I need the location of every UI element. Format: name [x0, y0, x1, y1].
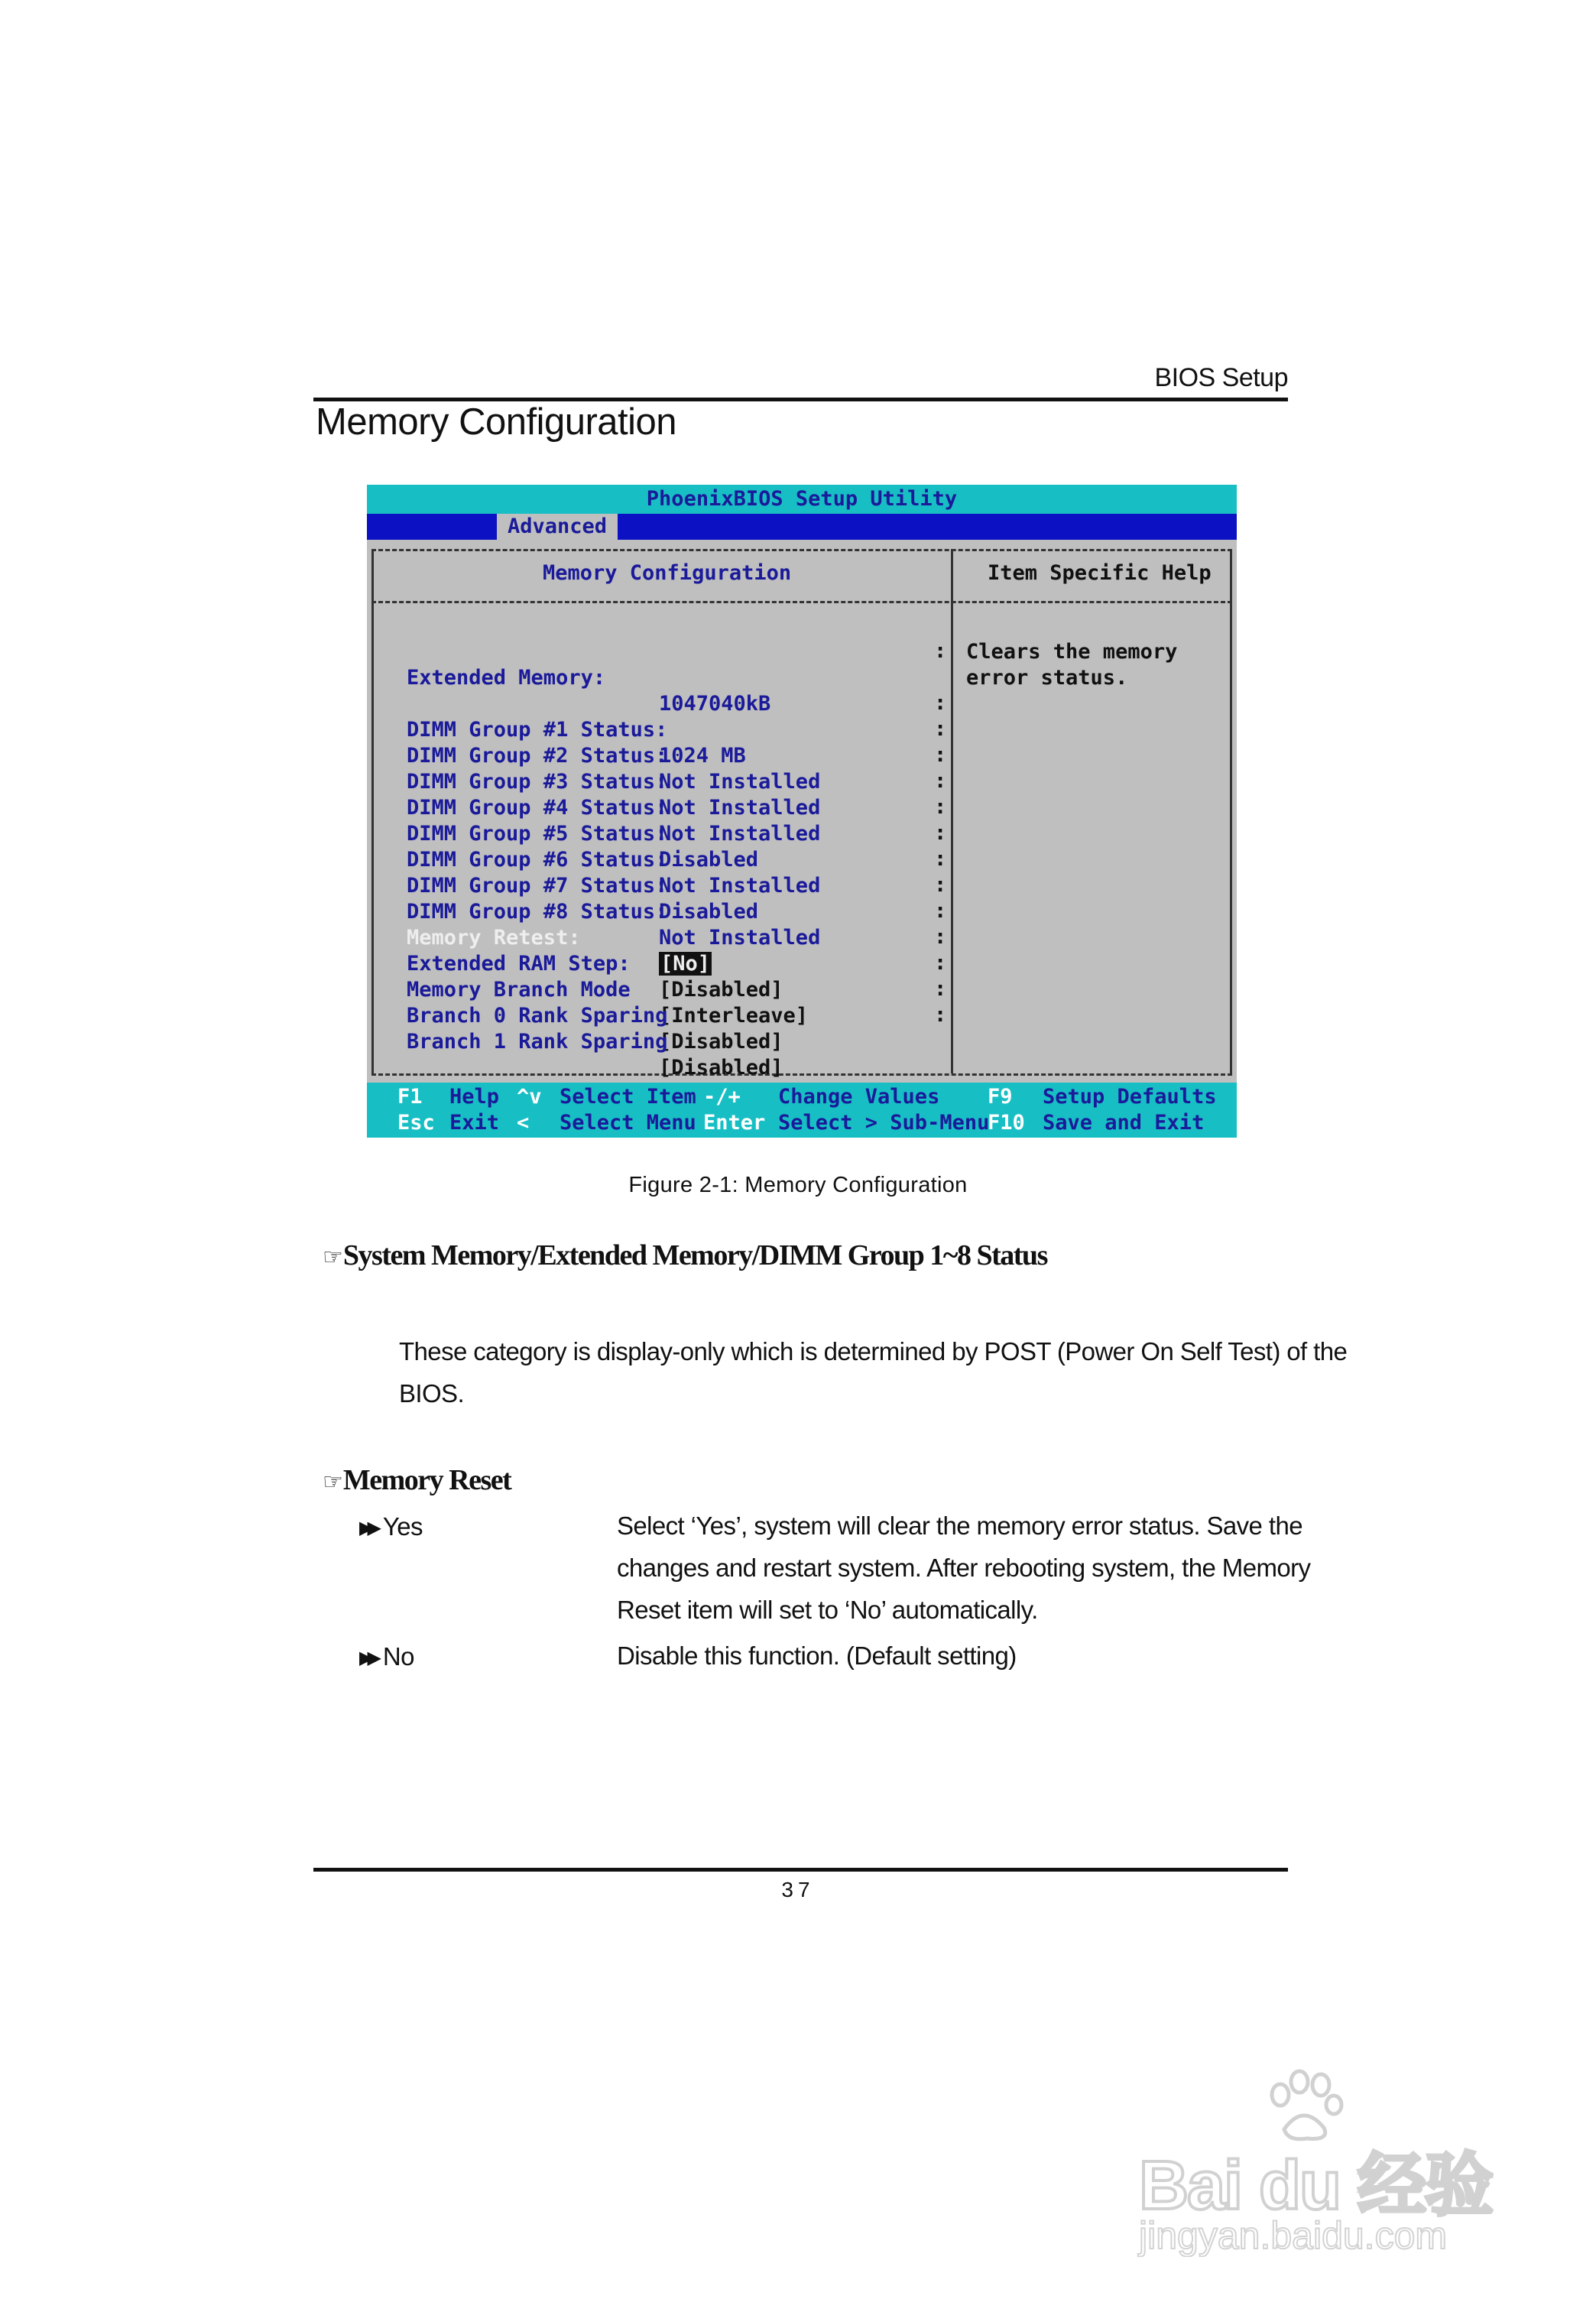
watermark-brand-text: Bai du	[1139, 2148, 1341, 2224]
row-value[interactable]: [Interleave]	[659, 1004, 809, 1028]
option-name: Yes	[382, 1512, 423, 1541]
row-label: Branch 1 Rank Sparing	[407, 1030, 668, 1054]
bios-header-divider	[371, 601, 1232, 603]
key: ^v	[517, 1085, 542, 1109]
row-label: DIMM Group #3 Status:	[407, 770, 668, 794]
item1-para-line: BIOS.	[399, 1379, 465, 1408]
scroll-marker: :	[934, 639, 947, 663]
bios-row-extended-memory	[407, 639, 771, 716]
row-value: 1024 MB	[659, 744, 746, 768]
tab-advanced[interactable]: Advanced	[497, 514, 618, 540]
bios-key-legend	[367, 1083, 1237, 1138]
key: F10	[988, 1111, 1025, 1135]
bios-bottom-border	[371, 1073, 1232, 1076]
option-desc-line: changes and restart system. After rebooting system, the Memory	[617, 1554, 1311, 1582]
row-label: DIMM Group #6 Status:	[407, 848, 668, 872]
watermark-cn-text: 经验	[1358, 2148, 1493, 2224]
key-desc: Select Menu	[560, 1111, 696, 1135]
option-no-name	[359, 1642, 414, 1671]
scroll-marker: :	[934, 743, 947, 767]
scroll-marker: :	[934, 951, 947, 975]
page-number: 37	[781, 1878, 815, 1901]
option-yes-name	[359, 1512, 423, 1541]
key-desc: Help	[449, 1085, 500, 1109]
scroll-marker: :	[934, 977, 947, 1001]
row-label: Extended RAM Step:	[407, 952, 631, 976]
key-desc: Exit	[449, 1111, 500, 1135]
row-value: Not Installed	[659, 770, 821, 794]
key: <	[517, 1111, 530, 1135]
row-value[interactable]	[659, 951, 712, 977]
selected-value[interactable]: [No]	[660, 952, 711, 976]
key-desc: Select > Sub-Menu	[778, 1111, 990, 1135]
row-label: Memory Branch Mode	[407, 978, 631, 1002]
bios-title-bar: PhoenixBIOS Setup Utility	[367, 485, 1237, 514]
row-label: Extended Memory:	[407, 666, 606, 690]
scroll-marker: :	[934, 847, 947, 871]
row-value: Not Installed	[659, 796, 821, 820]
running-header: BIOS Setup	[1154, 363, 1288, 392]
row-value: 1047040kB	[659, 692, 771, 716]
bios-help-text: Clears the memory error status.	[966, 640, 1178, 690]
item2-heading	[323, 1463, 511, 1497]
section-title: Memory Configuration	[316, 401, 677, 443]
scroll-marker: :	[934, 769, 947, 793]
scroll-marker: :	[934, 925, 947, 949]
row-label: DIMM Group #4 Status:	[407, 796, 668, 820]
row-value: Disabled	[659, 900, 759, 924]
row-value: Not Installed	[659, 874, 821, 898]
scroll-marker: :	[934, 795, 947, 819]
item1-paragraph	[399, 1330, 1347, 1414]
key-desc: Save and Exit	[1043, 1111, 1205, 1135]
row-label: DIMM Group #8 Status:	[407, 900, 668, 924]
row-value[interactable]: [Disabled]	[659, 1056, 783, 1080]
item1-heading	[323, 1239, 1047, 1272]
pointing-hand-icon: ☞	[323, 1469, 343, 1495]
row-value: Not Installed	[659, 822, 821, 846]
scroll-marker: :	[934, 691, 947, 715]
key-desc: Setup Defaults	[1043, 1085, 1217, 1109]
row-value[interactable]: [Disabled]	[659, 1030, 783, 1054]
watermark-url: jingyan.baidu.com	[1139, 2214, 1448, 2257]
bios-top-border	[371, 549, 1232, 551]
scroll-marker: :	[934, 873, 947, 897]
pointing-hand-icon: ☞	[323, 1244, 343, 1271]
row-value: Disabled	[659, 848, 759, 872]
double-arrow-icon: ▶▶	[359, 1647, 375, 1668]
key-desc: Change Values	[778, 1085, 940, 1109]
option-desc-line: Select ‘Yes’, system will clear the memory error status. Save the	[617, 1512, 1302, 1540]
row-value: Not Installed	[659, 926, 821, 950]
scroll-marker: :	[934, 717, 947, 741]
row-label: DIMM Group #7 Status:	[407, 874, 668, 898]
row-value[interactable]: [Disabled]	[659, 978, 783, 1002]
bios-screenshot	[367, 485, 1237, 1138]
row-label: Branch 0 Rank Sparing	[407, 1004, 668, 1028]
baidu-jingyan-watermark	[1131, 2068, 1513, 2259]
key-desc: Select Item	[560, 1085, 696, 1109]
bios-help-title: Item Specific Help	[988, 561, 1212, 585]
key: F9	[988, 1085, 1013, 1109]
option-name: No	[382, 1642, 414, 1671]
scroll-marker: :	[934, 821, 947, 845]
key: -/+	[703, 1085, 741, 1109]
row-label: DIMM Group #2 Status:	[407, 744, 668, 768]
bios-right-border	[1230, 549, 1232, 1073]
key: F1	[397, 1085, 423, 1109]
option-no-description	[617, 1635, 1017, 1677]
option-yes-description	[617, 1505, 1310, 1631]
row-label: DIMM Group #1 Status:	[407, 718, 668, 742]
item1-heading-text: System Memory/Extended Memory/DIMM Group 1~8 Status	[342, 1239, 1047, 1271]
option-desc-line: Reset item will set to ‘No’ automatically.	[617, 1596, 1038, 1624]
double-arrow-icon: ▶▶	[359, 1517, 375, 1538]
item2-heading-text: Memory Reset	[342, 1464, 511, 1496]
figure-caption: Figure 2-1: Memory Configuration	[628, 1173, 968, 1197]
item1-para-line: These category is display-only which is determined by POST (Power On Self Test) of the	[399, 1337, 1348, 1365]
footer-rule	[313, 1868, 1288, 1872]
row-label: Memory Retest:	[407, 926, 581, 950]
key: Enter	[703, 1111, 766, 1135]
row-label: DIMM Group #5 Status:	[407, 822, 668, 846]
key: Esc	[397, 1111, 435, 1135]
bios-panel-divider	[951, 549, 953, 1073]
option-desc-line: Disable this function. (Default setting)	[617, 1641, 1017, 1670]
bios-panel-title: Memory Configuration	[543, 561, 792, 585]
scroll-marker: :	[934, 1003, 947, 1027]
scroll-marker: :	[934, 899, 947, 923]
bios-left-border	[371, 549, 374, 1073]
